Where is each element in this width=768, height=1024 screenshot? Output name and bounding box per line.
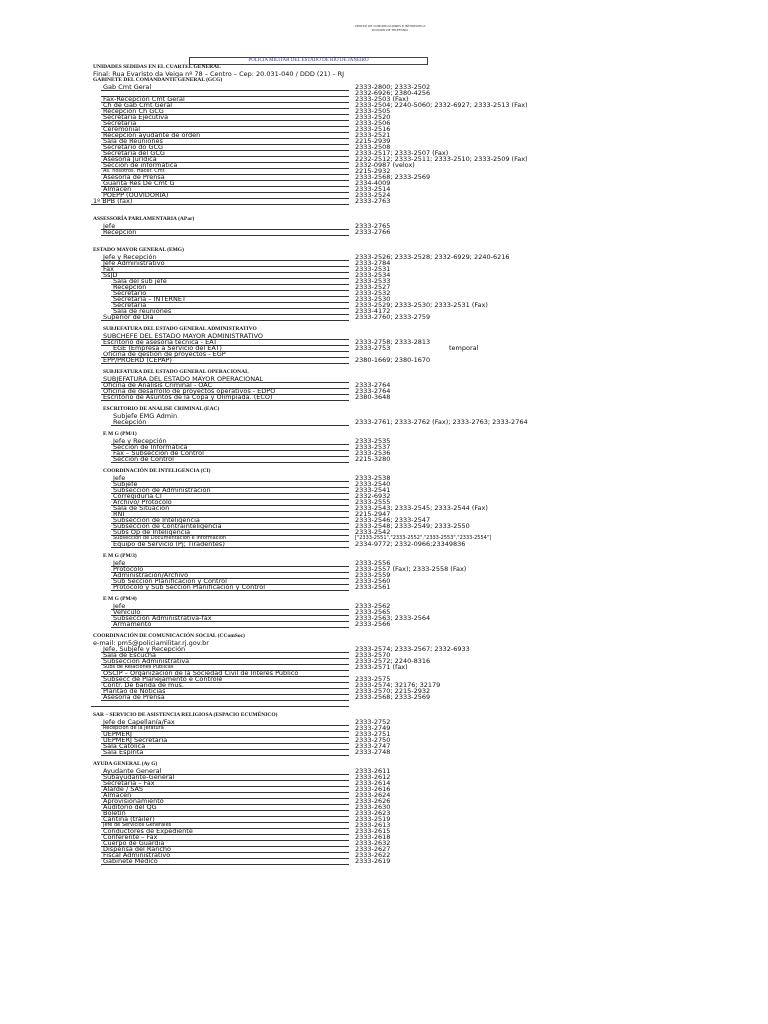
row-label: Conductores de Expediente <box>103 828 193 834</box>
row-phone: 2215-2939 <box>355 137 391 145</box>
row-label: Fax-Recepción Cmt Geral <box>103 96 185 102</box>
row-phone: 2333-2784 <box>355 259 391 267</box>
row-label: Secretaria Ejecutiva <box>103 114 169 120</box>
row-phone: 2333-2563; 2333-2564 <box>355 614 431 622</box>
row-label: Secretaria <box>103 120 137 126</box>
row-label: Sección de Informática <box>113 444 188 450</box>
row-phone: 2333-2747 <box>355 742 391 750</box>
row-phone: 2333-2536 <box>355 449 391 457</box>
row-label: RNI <box>113 511 125 517</box>
row-label: Subsección de Contrainteligencia <box>113 523 222 529</box>
row-label: SUBCHEFE DEL ESTADO MAYOR ADMINISTRATIVO <box>103 333 264 339</box>
row-phone: 2333-2751 <box>355 730 391 738</box>
row-phone: 2333-2538 <box>355 474 391 482</box>
row-phone: 2333-2535 <box>355 437 391 445</box>
row-label: Almacén <box>103 792 132 798</box>
info-line: e-mail: pm5@policiamilitar.rj.gov.br <box>93 639 209 647</box>
row-label: Fax – Subsección de Control <box>113 450 204 456</box>
row-phone: 2333-2532 <box>355 289 391 297</box>
section-heading: ASSESSORÍA PARLAMENTARIA (APar) <box>93 216 195 222</box>
row-phone: 2333-2624 <box>355 791 391 799</box>
row-label: Secretaria <box>113 302 147 308</box>
row-phone: 2333-2565 <box>355 608 391 616</box>
row-phone: 2333-2537 <box>355 443 391 451</box>
row-phone: 2333-2623 <box>355 809 391 817</box>
row-label: Sala de Situación <box>113 505 170 511</box>
row-phone: 2333-2613 <box>355 821 391 829</box>
row-phone: 2333-2560 <box>355 577 391 585</box>
row-label: Subsección Administrativa <box>103 658 190 664</box>
row-phone: 2333-2503 (Fax) <box>355 95 409 103</box>
directory-row <box>93 700 693 706</box>
row-label: Jefe de Capellanía/Fax <box>103 719 175 725</box>
row-label: UEPMERJ <box>103 731 132 737</box>
row-phone: 2333-2504; 2240-5060; 2332-6927; 2333-2513 (Fax) <box>355 101 528 109</box>
row-label: Subjefe <box>113 481 138 487</box>
row-phone: 2333-2612 <box>355 773 391 781</box>
row-label: Recepción <box>113 284 147 290</box>
row-label: Oficina de gestión de proyectos - EGP <box>103 351 226 357</box>
row-phone: 2333-2540 <box>355 480 391 488</box>
row-phone: 2333-2750 <box>355 736 391 744</box>
row-phone: 2333-2557 (Fax); 2333-2558 (Fax) <box>355 565 467 573</box>
row-phone: 2333-2758; 2333-2813 <box>355 338 431 346</box>
row-underline <box>91 706 349 707</box>
row-phone: 2333-2574; 2333-2567; 2332-6933 <box>355 645 470 653</box>
row-phone: 2333-2531 <box>355 265 391 273</box>
row-label: Ceremonial <box>103 126 141 132</box>
row-label: Protocolo <box>113 566 144 572</box>
row-phone: 2333-2533 <box>355 277 391 285</box>
row-phone: 2333-2765 <box>355 222 391 230</box>
row-phone: 2333-2559 <box>355 571 391 579</box>
section-heading: AYUDA GENERAL (Ay G) <box>93 761 158 767</box>
row-phone: 2215-2932 <box>355 167 391 175</box>
row-label: Alarde / SAS <box>103 786 144 792</box>
row-phone: 2380-3648 <box>355 393 391 401</box>
row-phone: 2333-2526; 2333-2528; 2332-6929; 2240-6216 <box>355 253 510 261</box>
row-phone: 2332-6932 <box>355 492 391 500</box>
row-phone: 2333-2760; 2333-2759 <box>355 313 431 321</box>
row-phone: 2333-2618 <box>355 833 391 841</box>
row-phone: 2333-2541 <box>355 486 391 494</box>
directory-row <box>93 394 693 400</box>
row-label: Equipo de Servicio (Pj; Tiradentes) <box>113 541 225 547</box>
row-label: Corregiduría CI <box>113 493 162 499</box>
row-label: Auditorio del QG <box>103 804 157 810</box>
row-phone: 2333-2529; 2333-2530; 2333-2531 (Fax) <box>355 301 488 309</box>
row-label: UEPMERJ Secretaría <box>103 737 168 743</box>
section-heading: SUBJEFATURA DEL ESTADO GENERAL ADMINISTRATIVO <box>103 326 257 332</box>
row-phone: 2232-2512; 2333-2511; 2333-2510; 2333-2509 (Fax) <box>355 155 528 163</box>
row-label: Recepción Ch GCG <box>103 108 164 114</box>
directory-row <box>93 314 693 320</box>
row-phone: ["2333-2551","2333-2552","2333-2553","2333-2554"] <box>355 535 492 541</box>
row-phone: 2333-2574; 32176; 32179 <box>355 681 441 689</box>
row-label: Sección de Control <box>113 456 174 462</box>
section-heading: SUBJEFATURA DEL ESTADO GENERAL OPERACIONAL <box>103 369 249 375</box>
directory-row <box>93 357 693 363</box>
row-phone: 2333-2562 <box>355 602 391 610</box>
row-phone: 2333-2749 <box>355 724 391 732</box>
row-phone: 2333-2570; 2215-2932 <box>355 687 431 695</box>
row-label: Jefe y Recepción <box>113 438 167 444</box>
row-label: Gabinete Médico <box>103 858 158 864</box>
row-label: Secretaría – INTERNET <box>113 296 186 302</box>
row-label: Dispensa del Rancho <box>103 846 172 852</box>
row-phone: 2333-2524 <box>355 191 391 199</box>
row-label: Subs Op de Inteligencia <box>113 529 191 535</box>
row-label: Superior de Día <box>103 314 154 320</box>
row-label: Almacén <box>103 186 132 192</box>
row-phone: 2333-2556 <box>355 559 391 567</box>
info-line: Final: Rua Evaristo da Veiga nº 78 – Centro – Cep: 20.031-040 / DDD (21) – RJ <box>93 70 345 78</box>
row-label: Secretario <box>113 290 147 296</box>
section-heading: ESCRITORIO DE ANALISE CRIMINAL (EAC) <box>103 406 220 412</box>
row-label: Jefe, Subjefe y Recepción <box>103 646 186 652</box>
row-phone: 2333-2521 <box>355 131 391 139</box>
row-phone: 2333-2616 <box>355 785 391 793</box>
row-phone: 2333-2561 <box>355 583 391 591</box>
row-label: Recepción ayudante de orden <box>103 132 201 138</box>
row-phone: 2333-2568; 2333-2569 <box>355 693 431 701</box>
directory-row <box>93 229 693 235</box>
row-phone: 2333-2548; 2333-2549; 2333-2550 <box>355 522 470 530</box>
row-label: Subsección de Administración <box>113 487 211 493</box>
document-title: POLICIA MILITAR DEL ESTADO DE RÍO DE JANEIRO <box>189 57 428 65</box>
row-phone: 2333-2514 <box>355 185 391 193</box>
row-label: Armamento <box>113 621 152 627</box>
row-label: Subsección Administrativa-fax <box>113 615 212 621</box>
row-phone: 2333-2753 <box>355 344 391 352</box>
row-label: Aprovisionamiento <box>103 798 164 804</box>
directory-row <box>93 749 693 755</box>
directory-row <box>93 456 693 462</box>
row-phone: 2333-2800; 2333-2502 <box>355 83 431 91</box>
section-heading: SAR – SERVICIO DE ASISTENCIA RELIGIOSA (ESPACIO ECUMÉNICO) <box>93 712 278 718</box>
row-label: Recepción <box>113 419 147 425</box>
row-phone: 2333-2766 <box>355 228 391 236</box>
row-phone: 2333-2630 <box>355 803 391 811</box>
row-label: Jefe <box>113 560 126 566</box>
row-phone: 2333-2572; 2240-8316 <box>355 657 431 665</box>
row-phone: 2333-2543; 2333-2545; 2333-2544 (Fax) <box>355 504 488 512</box>
row-phone: 2333-2570 <box>355 651 391 659</box>
row-label: Jefe <box>113 603 126 609</box>
row-phone: 2333-2571 (fax) <box>355 663 408 671</box>
row-phone: 2333-2527 <box>355 283 391 291</box>
row-phone: 2333-2575 <box>355 675 391 683</box>
row-label: Jefe <box>113 475 126 481</box>
row-label: Jefe <box>103 223 116 229</box>
row-label: Administración/Archivo <box>113 572 189 578</box>
row-label: Asesoría de Prensa <box>103 694 165 700</box>
section-heading: GABINETE DEL COMANDANTE GENERAL (GCG) <box>93 77 223 83</box>
row-label: Subayudante-General <box>103 774 175 780</box>
row-label: Sala de Escucha <box>103 652 157 658</box>
header-line-1: CENTRO DE COMUNICACIONES E INFORMATICA <box>354 24 426 28</box>
row-phone: 2333-2520 <box>355 113 391 121</box>
row-label: Jefe y Recepción <box>103 254 157 260</box>
row-label: Subsecc de Planejamento e Controle <box>103 676 223 682</box>
section-heading: COORDINACIÓN DE COMUNICACIÓN SOCIAL (CComSoc) <box>93 633 245 639</box>
row-phone: 2333-2566 <box>355 620 391 628</box>
directory-row <box>93 419 693 425</box>
row-phone: 2333-2505 <box>355 107 391 115</box>
row-phone: 2333-2508 <box>355 143 391 151</box>
directory-row <box>93 584 693 590</box>
row-phone: 2333-2506 <box>355 119 391 127</box>
row-label: SsJD <box>103 272 118 278</box>
row-label: Sala Espírita <box>103 749 144 755</box>
row-label: Jefe Administrativo <box>103 260 165 266</box>
row-phone: 2333-2752 <box>355 718 391 726</box>
row-label: Contr. De banda de mus. <box>103 682 184 688</box>
row-label: Vehículo <box>113 609 141 615</box>
directory-row <box>93 621 693 627</box>
row-phone: 2215-2947 <box>355 510 391 518</box>
row-label: Boletín <box>103 810 126 816</box>
row-label: Secretaria del GCG <box>103 150 165 156</box>
row-label: Cantina (tráiler) <box>103 816 155 822</box>
row-label: Recepción de la Jefatura <box>103 725 164 731</box>
row-label: Fax <box>103 266 114 272</box>
row-label: OSCIP – Organización de la Sociedad Civil de Interés Público <box>103 670 299 676</box>
row-phone: 2333-2568; 2333-2569 <box>355 173 431 181</box>
row-phone: 2333-2632 <box>355 839 391 847</box>
row-label: As. nosotros. Hacer. Cmt <box>103 168 165 174</box>
row-phone: 2333-2761; 2333-2762 (Fax); 2333-2763; 2333-2764 <box>355 418 528 426</box>
section-heading: E M G (PM/4) <box>103 596 137 602</box>
row-label: Ayudante General <box>103 768 162 774</box>
row-label: Oficina de Análisis Criminal - OAC <box>103 382 213 388</box>
row-label: Escritorio de asesoría técnica - EAT <box>103 339 218 345</box>
document-header <box>250 24 530 32</box>
directory-list <box>93 64 693 864</box>
row-label: Sala de reuniones <box>113 308 172 314</box>
row-label: Asesoría Jurídica <box>103 156 157 162</box>
row-phone: 2333-2748 <box>355 748 391 756</box>
row-label: Recepción <box>103 229 137 235</box>
row-phone: 2332-0987 (velox) <box>355 161 415 169</box>
directory-row <box>93 198 693 204</box>
section-heading: ESTADO MAYOR GENERAL (EMG) <box>93 247 184 253</box>
section-heading: UNIDADES SEDIDAS EN EL CUARTEL GENERAL <box>93 64 221 70</box>
row-label: Oficina de desarrollo de proyectos operativos - EDPO <box>103 388 276 394</box>
row-label: Asesoría de Prensa <box>103 174 165 180</box>
row-label: Subsección de Inteligencia <box>113 517 200 523</box>
row-label: Secretário do GCG <box>103 144 164 150</box>
row-label: Subsección de Documentación e Información <box>113 535 227 541</box>
row-label: Sala de Reuniones <box>103 138 163 144</box>
row-phone: 2333-2542 <box>355 528 391 536</box>
row-label: Sección de informática <box>103 162 178 168</box>
row-phone: 2333-2516 <box>355 125 391 133</box>
row-label: SUBJEFATURA DEL ESTADO MAYOR OPERACIONAL <box>103 376 264 382</box>
section-heading: COORDINACIÓN DE INTELIGENCIA (CI) <box>103 468 211 474</box>
row-phone: 2332-6926; 2380-4256 <box>355 89 431 97</box>
row-label: Cuerpo de Guardia <box>103 840 165 846</box>
row-phone: 2333-2763 <box>355 197 391 205</box>
row-phone: 2333-2764 <box>355 387 391 395</box>
row-label: Guarita Res De Cmt G <box>103 180 175 186</box>
row-label: POEPP (OUVIDORIA) <box>103 192 169 198</box>
row-label: Archivo/ Protocolo <box>113 499 172 505</box>
row-phone: 2380-1669; 2380-1670 <box>355 356 431 364</box>
row-label: Protocolo y Sub Sección Planificación y Control <box>113 584 266 590</box>
row-phone: 2333-2530 <box>355 295 391 303</box>
row-label: Escritorio de Asuntos de la Copa y Olimpíada. (ECO) <box>103 394 273 400</box>
section-heading: E M G (PM/1) <box>103 431 137 437</box>
header-line-2: DIVISIÓN DE TELEFONÍA <box>371 28 409 32</box>
info-line: Subjefe EMG Admin <box>113 412 178 420</box>
row-phone: 2333-2555 <box>355 498 391 506</box>
row-phone: 2333-2626 <box>355 797 391 805</box>
row-phone: 2334-9772; 2332-0966;23349836 <box>355 540 466 548</box>
row-phone: 2333-2622 <box>355 851 391 859</box>
row-phone: 2333-2764 <box>355 381 391 389</box>
section-heading: E M G (PM/3) <box>103 553 137 559</box>
row-phone: 2333-2615 <box>355 827 391 835</box>
row-label: EPP/PROERD (CEPAP) <box>103 357 172 363</box>
row-phone: 2333-2519 <box>355 815 391 823</box>
row-phone: 2333-2611 <box>355 767 391 775</box>
row-phone: 2333-2627 <box>355 845 391 853</box>
row-label: Gab Cmt Geral <box>103 84 152 90</box>
directory-row <box>93 858 693 864</box>
row-label: Plantão de Notícias <box>103 688 166 694</box>
row-label: Ch de Gab Cmt Geral <box>103 102 173 108</box>
row-label: Secretaría – Fax <box>103 780 155 786</box>
row-phone: 2334-4009 <box>355 179 391 187</box>
row-phone: 2333-2534 <box>355 271 391 279</box>
row-label: 1º BPB (fax) <box>93 198 133 204</box>
row-label: Sala del sub jefe <box>113 278 167 284</box>
row-label: EGE (Empresa a Servicio del EAT) <box>113 345 222 351</box>
row-note: temporal <box>449 344 479 352</box>
row-label: Conferente – Fax <box>103 834 158 840</box>
row-phone: 2215-3280 <box>355 455 391 463</box>
row-label: Jefe de Servicios Generales <box>103 822 172 828</box>
row-label: Subs de Relaciones Públicas <box>103 664 174 670</box>
row-label: Sub Sección Planificación y Control <box>113 578 227 584</box>
row-label: Fiscal Administrativo <box>103 852 171 858</box>
row-phone: 2333-2619 <box>355 857 391 865</box>
directory-row <box>93 541 693 547</box>
row-phone: 2333-2614 <box>355 779 391 787</box>
row-phone: 2333-4172 <box>355 307 391 315</box>
row-label: Sala Católica <box>103 743 146 749</box>
row-phone: 2333-2517; 2333-2507 (Fax) <box>355 149 449 157</box>
row-phone: 2333-2546; 2333-2547 <box>355 516 431 524</box>
